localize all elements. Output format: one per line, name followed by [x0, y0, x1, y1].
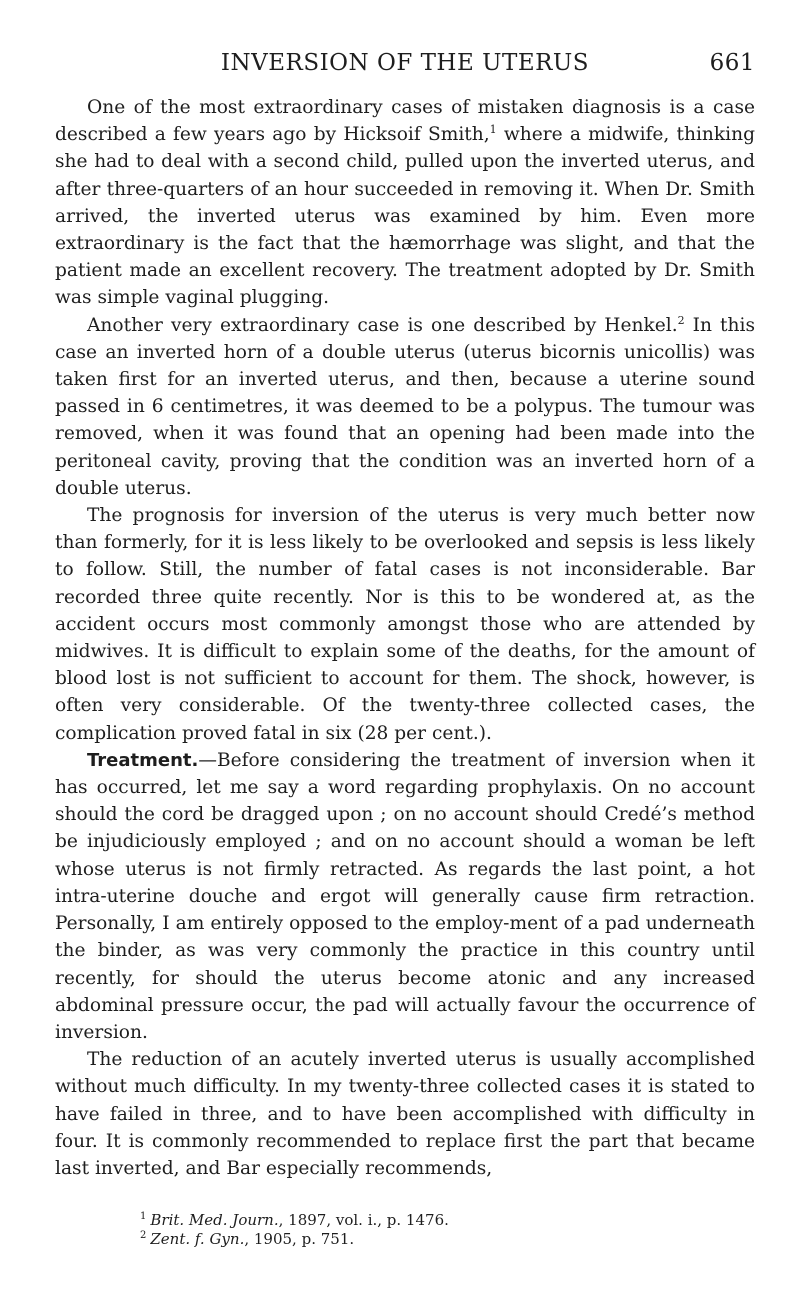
paragraph-text: The reduction of an acutely inverted uterus is usually accomplished without much difficulty. In my twenty-three collected cases it is stated to have failed in three, and to have been accomplished with difficulty in four. It is commonly recommended to replace first the part that became last inverted, and Bar especially recommends,: [55, 1049, 755, 1179]
footnote: [140, 1211, 740, 1230]
running-header: [55, 50, 755, 84]
paragraph-text: Another very extraordinary case is one described by Henkel.: [87, 314, 678, 336]
paragraph-text: One of the most extraordinary cases of mistaken diagnosis is a case described a few years ago by Hicksoif Smith,: [55, 97, 755, 146]
paragraph-text: —Before considering the treatment of inversion when it has occurred, let me say a word regarding prophylaxis. On no account should the cord be dragged upon ; on no account should Credé’s method be injudiciously employed ; and on no account should a woman be left whose uterus is not firmly retracted. As regards the last point, a hot intra-uterine douche and ergot will generally cause firm retraction. Personally, I am entirely opposed to the employ-ment of a pad underneath the binder, as was very commonly the practice in this country until recently, for should the uterus become atonic and any increased abdominal pressure occur, the pad will actually favour the occurrence of inversion.: [55, 749, 755, 1043]
footnote-reference: 2: [677, 313, 685, 327]
footnotes: [140, 1211, 740, 1249]
footnote-number: 2: [140, 1230, 147, 1241]
footnote-details: , 1897, vol. i., p. 1476.: [278, 1211, 449, 1229]
paragraph-hickson-smith-case: [55, 94, 755, 312]
paragraph-text: where a midwife, thinking she had to deal with a second child, pulled upon the inverted uterus, and after three-quarters of an hour succeeded in removing it. When Dr. Smith arrived, the inverted uterus was examined by him. Even more extraordinary is the fact that the hæmorrhage was slight, and that the patient made an excellent recovery. The treatment adopted by Dr. Smith was simple vaginal plugging.: [55, 124, 755, 309]
paragraph-henkel-case: [55, 312, 755, 502]
footnote-source: Zent. f. Gyn.: [150, 1230, 245, 1248]
paragraph-reduction: [55, 1046, 755, 1182]
paragraph-text: The prognosis for inversion of the uterus is very much better now than formerly, for it is less likely to be overlooked and sepsis is less likely to follow. Still, the number of fatal cases is not inconsiderable. Bar recorded three quite recently. Nor is this to be wondered at, as the accident occurs most commonly amongst those who are attended by midwives. It is difficult to explain some of the deaths, for the amount of blood lost is not sufficient to account for them. The shock, however, is often very considerable. Of the twenty-three collected cases, the complication proved fatal in six (28 per cent.).: [55, 505, 755, 744]
footnote-details: , 1905, p. 751.: [244, 1230, 355, 1248]
paragraph-treatment: [55, 747, 755, 1046]
running-title: INVERSION OF THE UTERUS: [220, 50, 590, 76]
page-number: 661: [709, 50, 755, 76]
paragraph-text: In this case an inverted horn of a double uterus (uterus bicornis unicollis) was taken first for an inverted uterus, and then, because a uterine sound passed in 6 centimetres, it was deemed to be a polypus. The tumour was removed, when it was found that an opening had been made into the peritoneal cavity, proving that the condition was an inverted horn of a double uterus.: [55, 314, 755, 499]
body-text: [55, 94, 755, 1182]
paragraph-prognosis: [55, 502, 755, 747]
footnote-source: Brit. Med. Journ.: [150, 1211, 279, 1229]
footnote-reference: 1: [489, 123, 497, 137]
footnote: [140, 1230, 740, 1249]
footnote-number: 1: [140, 1211, 147, 1222]
section-heading-treatment: Treatment.: [87, 749, 199, 771]
